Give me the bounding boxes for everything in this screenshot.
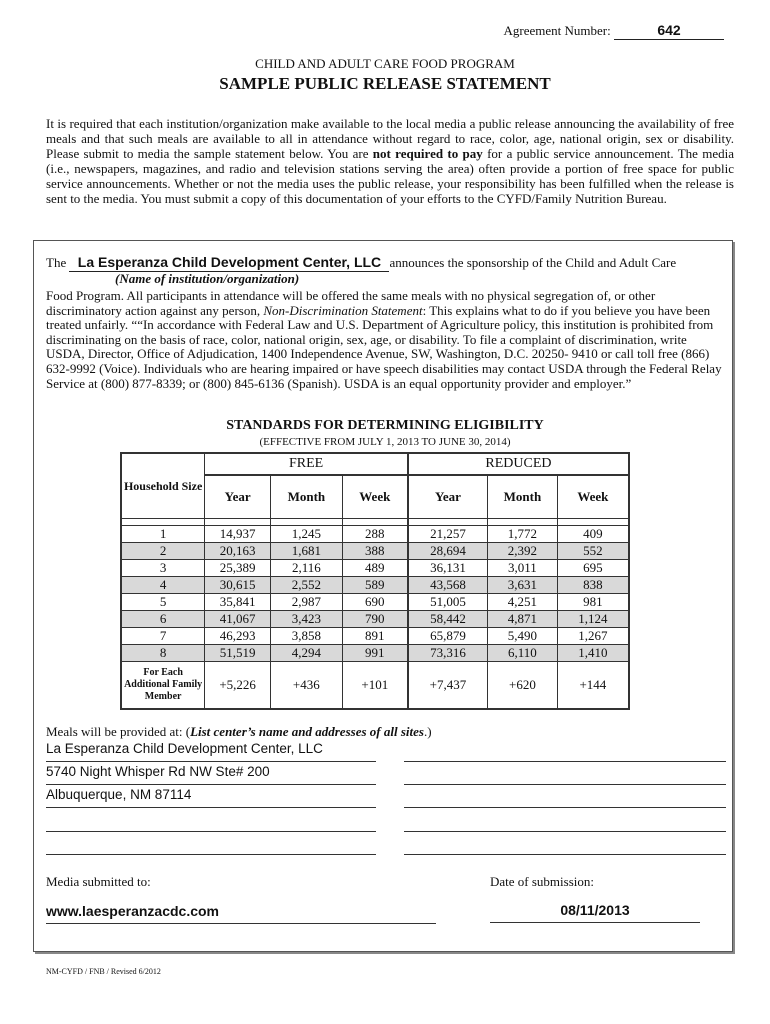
site-line-right[interactable] <box>404 764 726 785</box>
household-size-cell: 2 <box>121 543 205 560</box>
site-line-left[interactable]: 5740 Night Whisper Rd NW Ste# 200 <box>46 764 376 785</box>
income-cell: 288 <box>342 526 408 543</box>
agreement-number <box>504 22 724 40</box>
income-cell: 46,293 <box>205 628 271 645</box>
household-size-cell: 5 <box>121 594 205 611</box>
org-name-caption: (Name of institution/organization) <box>115 271 300 286</box>
income-cell: 1,124 <box>557 611 629 628</box>
additional-increment-cell: +436 <box>271 662 343 710</box>
site-line-left[interactable] <box>46 834 376 855</box>
income-cell: 58,442 <box>408 611 488 628</box>
income-cell: 4,294 <box>271 645 343 662</box>
income-cell: 991 <box>342 645 408 662</box>
additional-member-label: For Each Additional Family Member <box>121 662 205 710</box>
table-row <box>121 594 629 611</box>
income-cell: 981 <box>557 594 629 611</box>
table-row <box>121 577 629 594</box>
statement-suffix: announces the sponsorship of the Child and Adult Care <box>389 255 677 270</box>
col-header: Year <box>408 475 488 519</box>
standards-title: STANDARDS FOR DETERMINING ELIGIBILITY <box>226 418 544 433</box>
col-header: Month <box>488 475 558 519</box>
income-cell: 2,552 <box>271 577 343 594</box>
table-row <box>121 611 629 628</box>
household-size-cell: 6 <box>121 611 205 628</box>
additional-increment-cell: +101 <box>342 662 408 710</box>
site-line-right[interactable] <box>404 834 726 855</box>
col-header: Week <box>557 475 629 519</box>
free-header: FREE <box>205 453 408 475</box>
statement-body-1: Food Program. All participants in attendance will be offered the same meals with no physical segregation of, or other discriminatory action against any person, <box>46 288 656 318</box>
household-size-cell: 7 <box>121 628 205 645</box>
org-name-value: La Esperanza Child Development Center, LLC <box>77 254 382 270</box>
media-submitted-label: Media submitted to: <box>46 874 151 889</box>
col-header: Month <box>271 475 343 519</box>
meals-sites-label <box>46 724 432 740</box>
income-cell: 51,005 <box>408 594 488 611</box>
income-cell: 28,694 <box>408 543 488 560</box>
income-cell: 35,841 <box>205 594 271 611</box>
table-row <box>121 543 629 560</box>
income-cell: 489 <box>342 560 408 577</box>
additional-increment-cell: +7,437 <box>408 662 488 710</box>
statement-body-2: : This explains what to do if you believe you have been treated unfairly. ““In accordance with Federal Law and U.S. Department of Agriculture policy, this institution is prohibited from discriminating on the basis of race, color, national origin, sex, age, or disability. To file a complaint of discrimination, write USDA, Director, Office of Adjudication, 1400 Independence Avenue, SW, Washington, D.C. 20250- 9410 or call toll free (866) 632-9992 (Voice). Individuals who are hearing impaired or have speech disabilities may contact USDA through the Federal Relay Service at (800) 877-8339; or (800) 845-6136 (Spanish). USDA is an equal opportunity provider and employer.” <box>46 302 722 391</box>
table-row <box>121 645 629 662</box>
income-cell: 695 <box>557 560 629 577</box>
income-cell: 65,879 <box>408 628 488 645</box>
income-cell: 41,067 <box>205 611 271 628</box>
meals-label-prefix: Meals will be provided at: ( <box>46 724 191 739</box>
meals-label-bold: List center’s name and addresses of all sites <box>190 724 424 739</box>
income-cell: 3,631 <box>488 577 558 594</box>
income-cell: 388 <box>342 543 408 560</box>
media-submitted-field[interactable]: www.laesperanzacdc.com <box>46 903 436 924</box>
income-cell: 21,257 <box>408 526 488 543</box>
agreement-label: Agreement Number: <box>503 23 611 38</box>
intro-bold-phrase: not required to pay <box>372 146 483 161</box>
site-line-right[interactable] <box>404 811 726 832</box>
site-line-right[interactable] <box>404 741 726 762</box>
statement-body-italic: Non-Discrimination Statement <box>263 302 423 318</box>
form-code: NM-CYFD / FNB / Revised 6/2012 <box>46 967 161 976</box>
income-cell: 73,316 <box>408 645 488 662</box>
meals-label-suffix: .) <box>423 724 432 739</box>
income-cell: 409 <box>557 526 629 543</box>
table-row-additional <box>121 662 629 710</box>
income-cell: 1,772 <box>488 526 558 543</box>
table-row <box>121 628 629 645</box>
household-size-cell: 8 <box>121 645 205 662</box>
intro-paragraph <box>46 116 734 206</box>
income-cell: 838 <box>557 577 629 594</box>
income-cell: 5,490 <box>488 628 558 645</box>
page-title: SAMPLE PUBLIC RELEASE STATEMENT <box>219 74 551 93</box>
income-cell: 2,116 <box>271 560 343 577</box>
table-row <box>121 526 629 543</box>
intro-text-1: It is required that each institution/organization make available to the local media a public release announcing the availability of free meals and that such meals are available to all in attendance without regard to race, color, age, national origin, sex or disability. Please submit to media the sample statement below. You are <box>46 116 734 161</box>
household-size-cell: 4 <box>121 577 205 594</box>
eligibility-table <box>120 452 630 710</box>
income-cell: 1,245 <box>271 526 343 543</box>
additional-increment-cell: +620 <box>488 662 558 710</box>
additional-increment-cell: +5,226 <box>205 662 271 710</box>
intro-text-2: for a public service announcement. The media (i.e., newspapers, magazines, and radio and television stations serving the area) often provide a portion of free space for public service announcements. Whether or not the media uses the public release, your responsibility has been fulfilled when the release is sent to the media. You must submit a copy of this documentation of your efforts to the CYFD/Family Nutrition Bureau. <box>46 146 735 206</box>
nondiscrimination-statement <box>46 289 728 391</box>
income-cell: 43,568 <box>408 577 488 594</box>
income-cell: 30,615 <box>205 577 271 594</box>
income-cell: 51,519 <box>205 645 271 662</box>
income-cell: 2,392 <box>488 543 558 560</box>
date-submission-label: Date of submission: <box>490 874 594 889</box>
program-name: CHILD AND ADULT CARE FOOD PROGRAM <box>255 56 515 71</box>
income-cell: 589 <box>342 577 408 594</box>
income-cell: 3,423 <box>271 611 343 628</box>
site-line-left[interactable] <box>46 811 376 832</box>
org-name-field[interactable] <box>69 254 389 272</box>
income-cell: 4,251 <box>488 594 558 611</box>
income-cell: 6,110 <box>488 645 558 662</box>
income-cell: 790 <box>342 611 408 628</box>
income-cell: 4,871 <box>488 611 558 628</box>
col-header: Week <box>342 475 408 519</box>
standards-subtitle: (EFFECTIVE FROM JULY 1, 2013 TO JUNE 30, 2014) <box>259 436 511 448</box>
agreement-number-value: 642 <box>657 22 681 38</box>
income-cell: 1,267 <box>557 628 629 645</box>
table-row <box>121 560 629 577</box>
income-cell: 36,131 <box>408 560 488 577</box>
col-header: Year <box>205 475 271 519</box>
income-cell: 552 <box>557 543 629 560</box>
income-cell: 14,937 <box>205 526 271 543</box>
income-cell: 3,011 <box>488 560 558 577</box>
site-line-left[interactable]: Albuquerque, NM 87114 <box>46 787 376 808</box>
org-sponsor-line <box>46 254 676 272</box>
household-size-cell: 3 <box>121 560 205 577</box>
income-cell: 3,858 <box>271 628 343 645</box>
date-submission-field[interactable]: 08/11/2013 <box>490 902 700 923</box>
income-cell: 1,410 <box>557 645 629 662</box>
site-line-right[interactable] <box>404 787 726 808</box>
income-cell: 20,163 <box>205 543 271 560</box>
income-cell: 1,681 <box>271 543 343 560</box>
agreement-number-field[interactable] <box>614 22 724 40</box>
household-size-header: Household Size <box>121 453 205 519</box>
income-cell: 25,389 <box>205 560 271 577</box>
income-cell: 891 <box>342 628 408 645</box>
household-size-cell: 1 <box>121 526 205 543</box>
income-cell: 690 <box>342 594 408 611</box>
site-line-left[interactable]: La Esperanza Child Development Center, LLC <box>46 741 376 762</box>
statement-prefix: The <box>46 255 67 270</box>
additional-increment-cell: +144 <box>557 662 629 710</box>
income-cell: 2,987 <box>271 594 343 611</box>
reduced-header: REDUCED <box>408 453 629 475</box>
